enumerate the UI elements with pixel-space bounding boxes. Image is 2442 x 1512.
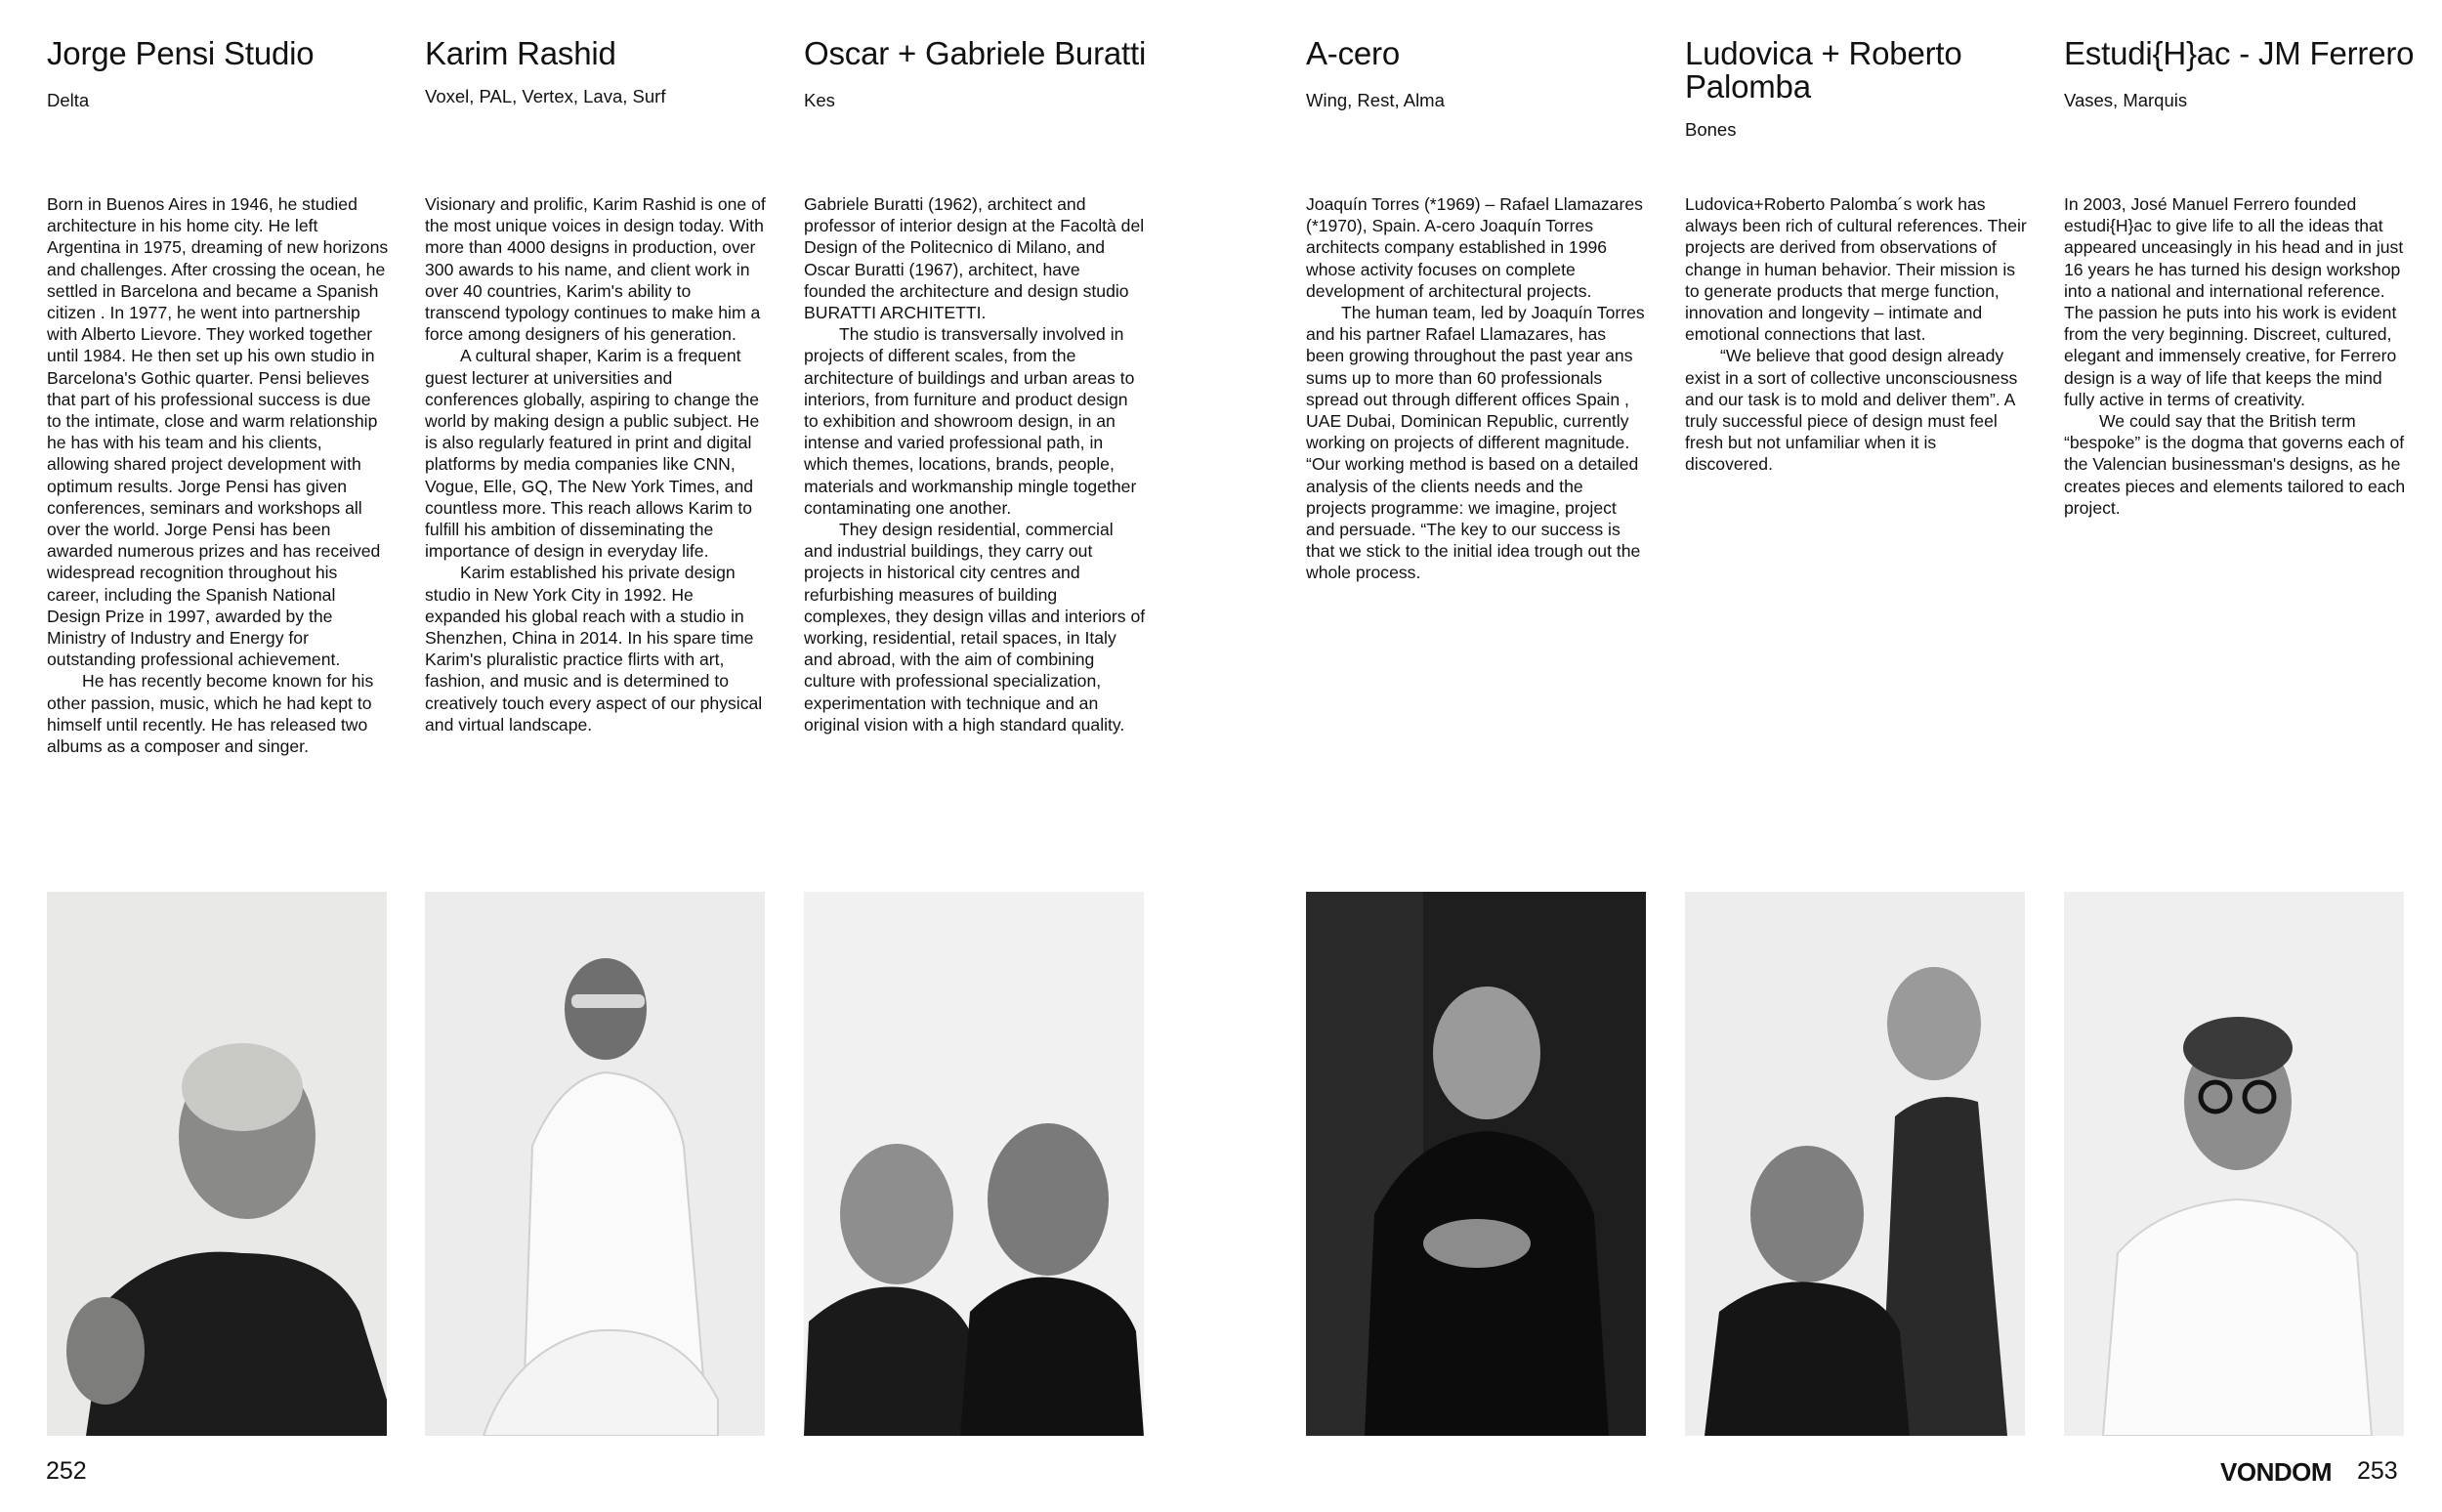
- portrait-photo: [1306, 892, 1646, 1436]
- designer-name: Karim Rashid: [425, 35, 616, 71]
- designer-name: Jorge Pensi Studio: [47, 35, 315, 71]
- designer-products: Delta: [47, 90, 90, 110]
- bio-paragraph: “We believe that good design already exist in a sort of collective unconsciousness and our task is to mold and deliver them”. A truly successful piece of design must feel fresh but not unfamiliar when it is discovered.: [1685, 346, 2018, 475]
- designer-name: A-cero: [1306, 35, 1400, 71]
- bio-paragraph: Ludovica+Roberto Palomba´s work has always been rich of cultural references. Their projects are derived from observations of change in human behavior. Their mission is to generate products that merge function, innovation and longevity – intimate and emotional connections that last.: [1685, 194, 2027, 345]
- brand-logo: VONDOM: [2220, 1457, 2332, 1487]
- designer-bio: [1306, 193, 1648, 584]
- designer-products: Kes: [804, 90, 835, 110]
- page-number-left: 252: [46, 1457, 87, 1485]
- page-number-right: 253: [2357, 1457, 2398, 1485]
- bio-paragraph: A cultural shaper, Karim is a frequent guest lecturer at universities and conferences globally, aspiring to change the world by making design a public subject. He is also regularly featured in print and digital platforms by media companies like CNN, Vogue, Elle, GQ, The New York Times, and countless more. This reach allows Karim to fulfill his ambition of disseminating the importance of design in everyday life.: [425, 346, 760, 562]
- portrait-photo: [1685, 892, 2025, 1436]
- portrait-photo: [425, 892, 765, 1436]
- designer-bio: [1685, 193, 2027, 476]
- designer-name: Estudi{H}ac - JM Ferrero: [2064, 35, 2415, 71]
- bio-paragraph: We could say that the British term “bespoke” is the dogma that governs each of the Valencian businessman's designs, as he creates pieces and elements tailored to each project.: [2064, 411, 2406, 518]
- bio-paragraph: Visionary and prolific, Karim Rashid is one of the most unique voices in design today. With more than 4000 designs in production, over 300 awards to his name, and client work in over 40 countries, Karim's ability to transcend typology continues to make him a force among designers of his generation.: [425, 194, 766, 345]
- designer-name: Ludovica + Roberto Palomba: [1685, 35, 1962, 105]
- bio-paragraph: They design residential, commercial and industrial buildings, they carry out projects in historical city centres and refurbishing measures of building complexes, they design villas and interiors of working, residential, retail spaces, in Italy and abroad, with the aim of combining culture with professional specialization, experimentation with technique and an original vision with a high standard quality.: [804, 520, 1146, 735]
- bio-paragraph: Born in Buenos Aires in 1946, he studied architecture in his home city. He left Argentina in 1975, dreaming of new horizons and challenges. After crossing the ocean, he settled in Barcelona and became a Spanish citizen . In 1977, he went into partnership with Alberto Lievore. They worked together until 1984. He then set up his own studio in Barcelona's Gothic quarter. Pensi believes that part of his professional success is due to the intimate, close and warm relationship he has with his team and his clients, allowing shared project development with optimum results. Jorge Pensi has given conferences, seminars and workshops all over the world. Jorge Pensi has been awarded numerous prizes and has received widespread recognition throughout his career, including the Spanish National Design Prize in 1997, awarded by the Ministry of Industry and Energy for outstanding professional achievement.: [47, 194, 389, 670]
- portrait-photo: [47, 892, 387, 1436]
- bio-paragraph: Joaquín Torres (*1969) – Rafael Llamazares (*1970), Spain. A-cero Joaquín Torres architects company established in 1996 whose activity focuses on complete development of architectural projects.: [1306, 194, 1643, 301]
- bio-paragraph: Karim established his private design studio in New York City in 1992. He expanded his global reach with a studio in Shenzhen, China in 2014. In his spare time Karim's pluralistic practice flirts with art, fashion, and music and is determined to creatively touch every aspect of our physical and virtual landscape.: [425, 563, 763, 735]
- designer-products: Bones: [1685, 119, 1737, 140]
- designer-bio: [47, 193, 389, 757]
- bio-paragraph: Gabriele Buratti (1962), architect and professor of interior design at the Facoltà del Design of the Politecnico di Milano, and Oscar Buratti (1967), architect, have founded the architecture and design studio BURATTI ARCHITETTI.: [804, 194, 1145, 323]
- bio-paragraph: He has recently become known for his other passion, music, which he had kept to himself until recently. He has released two albums as a composer and singer.: [47, 671, 374, 757]
- designer-name: Oscar + Gabriele Buratti: [804, 35, 1147, 71]
- designer-products: Vases, Marquis: [2064, 90, 2188, 110]
- portrait-photo: [804, 892, 1144, 1436]
- bio-paragraph: In 2003, José Manuel Ferrero founded estudi{H}ac to give life to all the ideas that appeared unceasingly in his head and in just 16 years he has turned his design workshop into a national and international reference. The passion he puts into his work is evident from the very beginning. Discreet, cultured, elegant and immensely creative, for Ferrero design is a way of life that keeps the mind fully active in terms of creativity.: [2064, 194, 2404, 409]
- designer-bio: [804, 193, 1146, 735]
- bio-paragraph: The human team, led by Joaquín Torres and his partner Rafael Llamazares, has been growing throughout the past year ans sums up to more than 60 professionals spread out through different offices Spain , UAE Dubai, Dominican Republic, currently working on projects of different magnitude. “Our working method is based on a detailed analysis of the clients needs and the projects programme: we imagine, project and persuade. “The key to our success is that we stick to the initial idea trough out the whole process.: [1306, 303, 1645, 583]
- portrait-photo: [2064, 892, 2404, 1436]
- designer-bio: [425, 193, 767, 735]
- designer-bio: [2064, 193, 2406, 519]
- bio-paragraph: The studio is transversally involved in projects of different scales, from the architecture of buildings and urban areas to interiors, from furniture and product design to exhibition and showroom design, in an intense and varied professional path, in which themes, locations, brands, people, materials and workmanship mingle together contaminating one another.: [804, 324, 1137, 518]
- designer-products: Voxel, PAL, Vertex, Lava, Surf: [425, 86, 666, 106]
- designer-products: Wing, Rest, Alma: [1306, 90, 1445, 110]
